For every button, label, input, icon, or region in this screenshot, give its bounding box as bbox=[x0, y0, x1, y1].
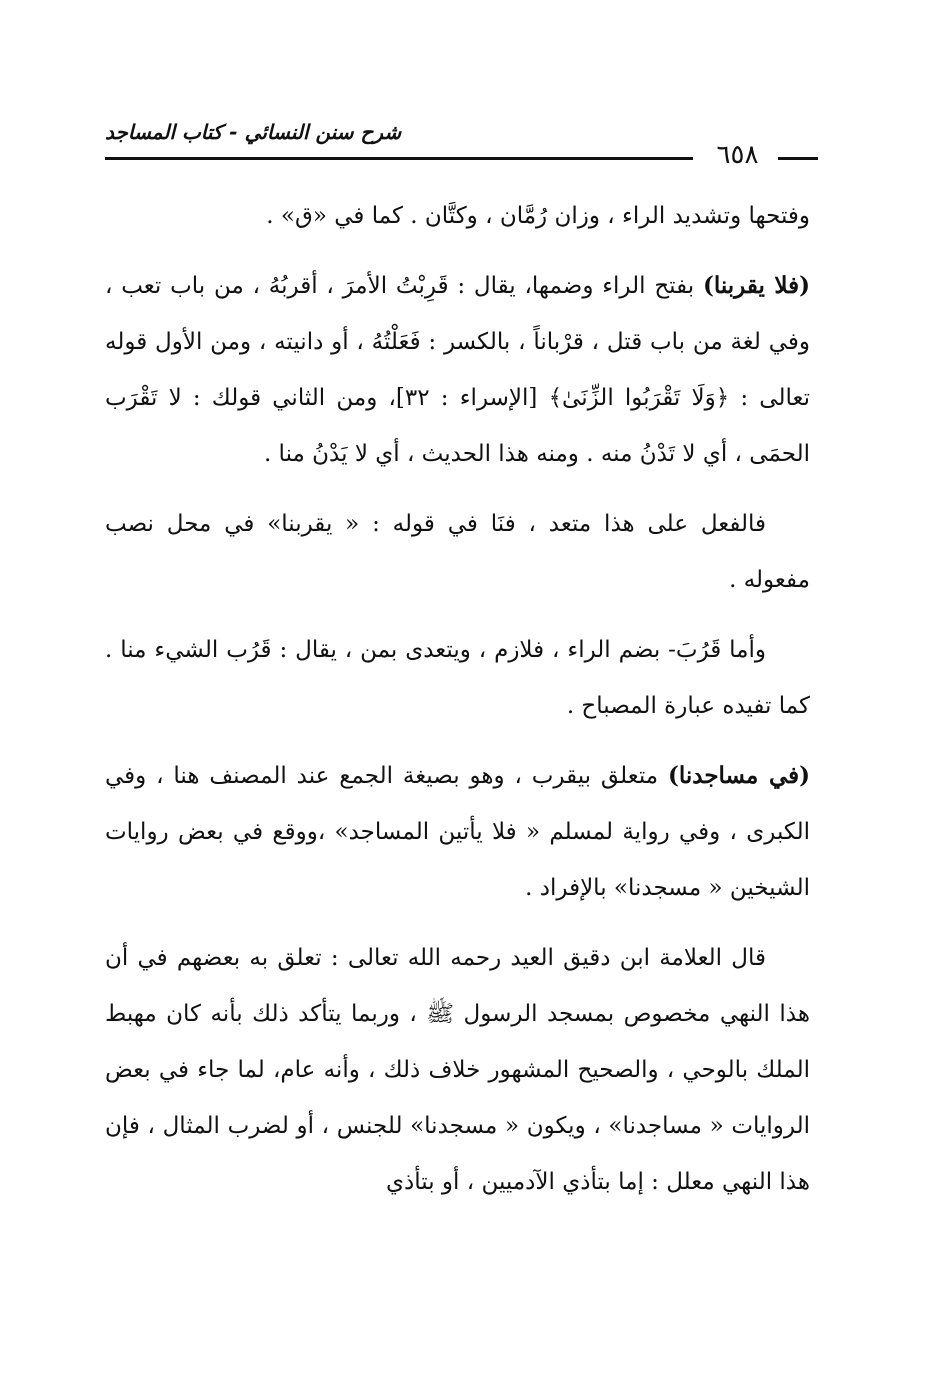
paragraph-masajidina-text: متعلق بيقرب ، وهو بصيغة الجمع عند المصنف هنا ، وفي الكبرى ، وفي رواية لمسلم « فلا يأتين المساجد» ،ووقع في بعض روايات الشيخين « مسجدنا» بالإفراد . bbox=[105, 763, 810, 901]
header-rule bbox=[105, 157, 693, 160]
page-number: ٦٥٨ bbox=[716, 140, 759, 170]
paragraph-yaqrabna-text: بفتح الراء وضمها، يقال : قَرِبْتُ الأمرَ ، أقربُهُ ، من باب تعب ، وفي لغة من باب قتل ، قرْباناً ، بالكسر : فَعَلْتُهُ ، أو دانيته ، ومن الأول قوله تعالى : ﴿وَلَا تَقْرَبُوا الزِّنَىٰ﴾ [الإسراء : ٣٢]، ومن الثاني قولك : لا تَقْرَب الحمَى ، أي لا تَدْنُ منه . ومنه هذا الحديث ، أي لا يَدْنُ منا . bbox=[105, 273, 810, 467]
paragraph-ibn-daqiq: قال العلامة ابن دقيق العيد رحمه الله تعالى : تعلق به بعضهم في أن هذا النهي مخصوص بمسجد الرسول ﷺ ، وربما يتأكد ذلك بأنه كان مهبط الملك بالوحي ، والصحيح المشهور خلاف ذلك ، وأنه عام، لما جاء في بعض الروايات « مساجدنا» ، ويكون « مسجدنا» للجنس ، أو لضرب المثال ، فإن هذا النهي معلل : إما بتأذي الآدميين ، أو بتأذي bbox=[105, 945, 810, 1195]
paragraph-transitive: فالفعل على هذا متعد ، فنَا في قوله : « يقربنا» في محل نصب مفعوله . bbox=[105, 511, 810, 593]
body-text bbox=[105, 188, 810, 1224]
running-title: شرح سنن النسائي - كتاب المساجد bbox=[105, 120, 402, 144]
page-number-dash bbox=[778, 157, 818, 160]
paragraph-continuation: وفتحها وتشديد الراء ، وزان رُمَّان ، وكتَّان . كما في «ق» . bbox=[266, 203, 810, 229]
paragraph-qaruba: وأما قَرُبَ- بضم الراء ، فلازم ، ويتعدى بمن ، يقال : قَرُب الشيء منا . كما تفيده عبارة المصباح . bbox=[105, 637, 810, 719]
lemma-yaqrabna: (فلا يقربنا) bbox=[702, 272, 810, 299]
paragraph-masajidina bbox=[105, 748, 810, 916]
paragraph-yaqrabna bbox=[105, 258, 810, 482]
lemma-masajidina: (في مساجدنا) bbox=[667, 762, 810, 789]
